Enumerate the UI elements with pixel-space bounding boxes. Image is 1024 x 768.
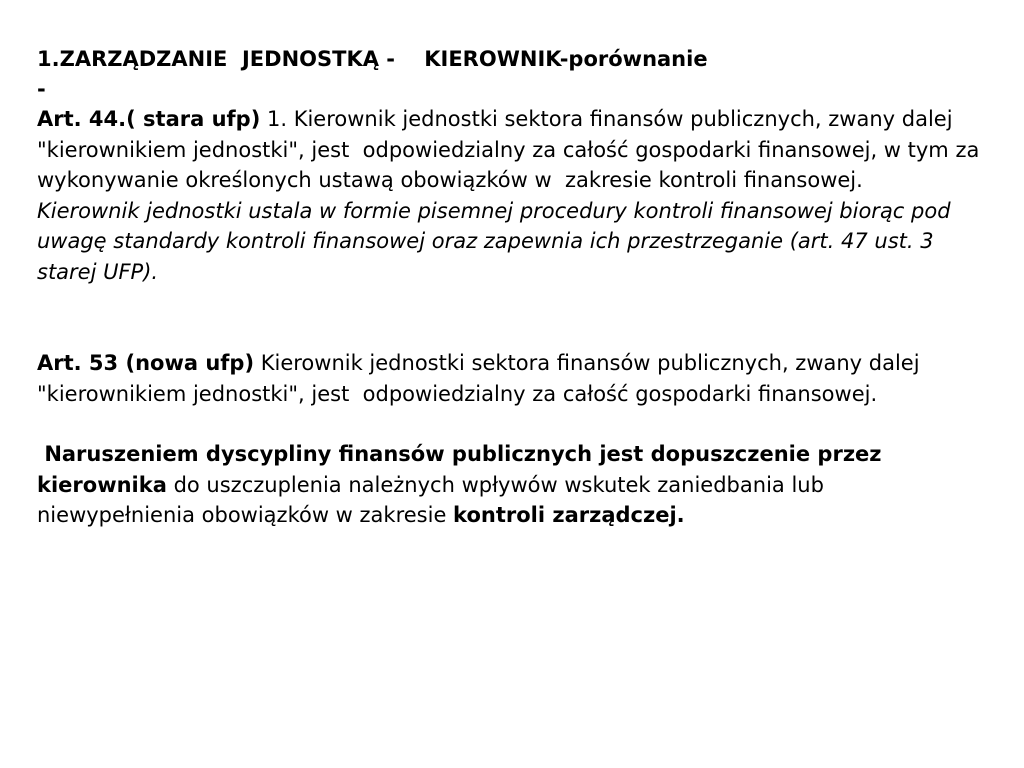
violation-paragraph <box>37 439 987 531</box>
violation-text: do uszczuplenia należnych wpływów wskutek zaniedbania lub niewypełnienia obowiązków w zakresie <box>37 472 831 527</box>
art53-label: Art. 53 (nowa ufp) <box>37 351 255 375</box>
art44-text: 1. Kierownik jednostki sektora finansów publicznych, zwany dalej "kierownikiem jednostki", jest odpowiedzialny za całość gospodarki finansowej, w tym za wykonywanie określonych ustawą obowiązków w zakresie kontroli finansowej. <box>37 107 987 192</box>
art53-text: Kierownik jednostki sektora finansów publicznych, zwany dalej "kierownikiem jednostki", jest odpowiedzialny za całość gospodarki finansowej. <box>37 351 927 406</box>
art44-procedure-note: Kierownik jednostki ustala w formie pisemnej procedury kontroli finansowej biorąc pod uwagę standardy kontroli finansowej oraz zapewnia ich przestrzeganie (art. 47 ust. 3 <box>37 198 958 253</box>
slide-title: 1.ZARZĄDZANIE JEDNOSTKĄ - KIEROWNIK-porównanie <box>37 47 708 71</box>
title-separator: - <box>37 77 46 101</box>
art44-procedure-source: starej UFP). <box>37 259 159 284</box>
art53-paragraph <box>37 348 987 409</box>
spacer <box>37 409 987 439</box>
art44-label: Art. 44.( stara ufp) <box>37 107 261 131</box>
art44-paragraph <box>37 104 987 196</box>
slide-content <box>37 44 987 531</box>
violation-intro: Naruszeniem dyscypliny finansów publicznych jest dopuszczenie przez kierownika <box>37 442 889 497</box>
spacer <box>37 287 987 348</box>
violation-emphasis: kontroli zarządczej. <box>453 503 685 527</box>
